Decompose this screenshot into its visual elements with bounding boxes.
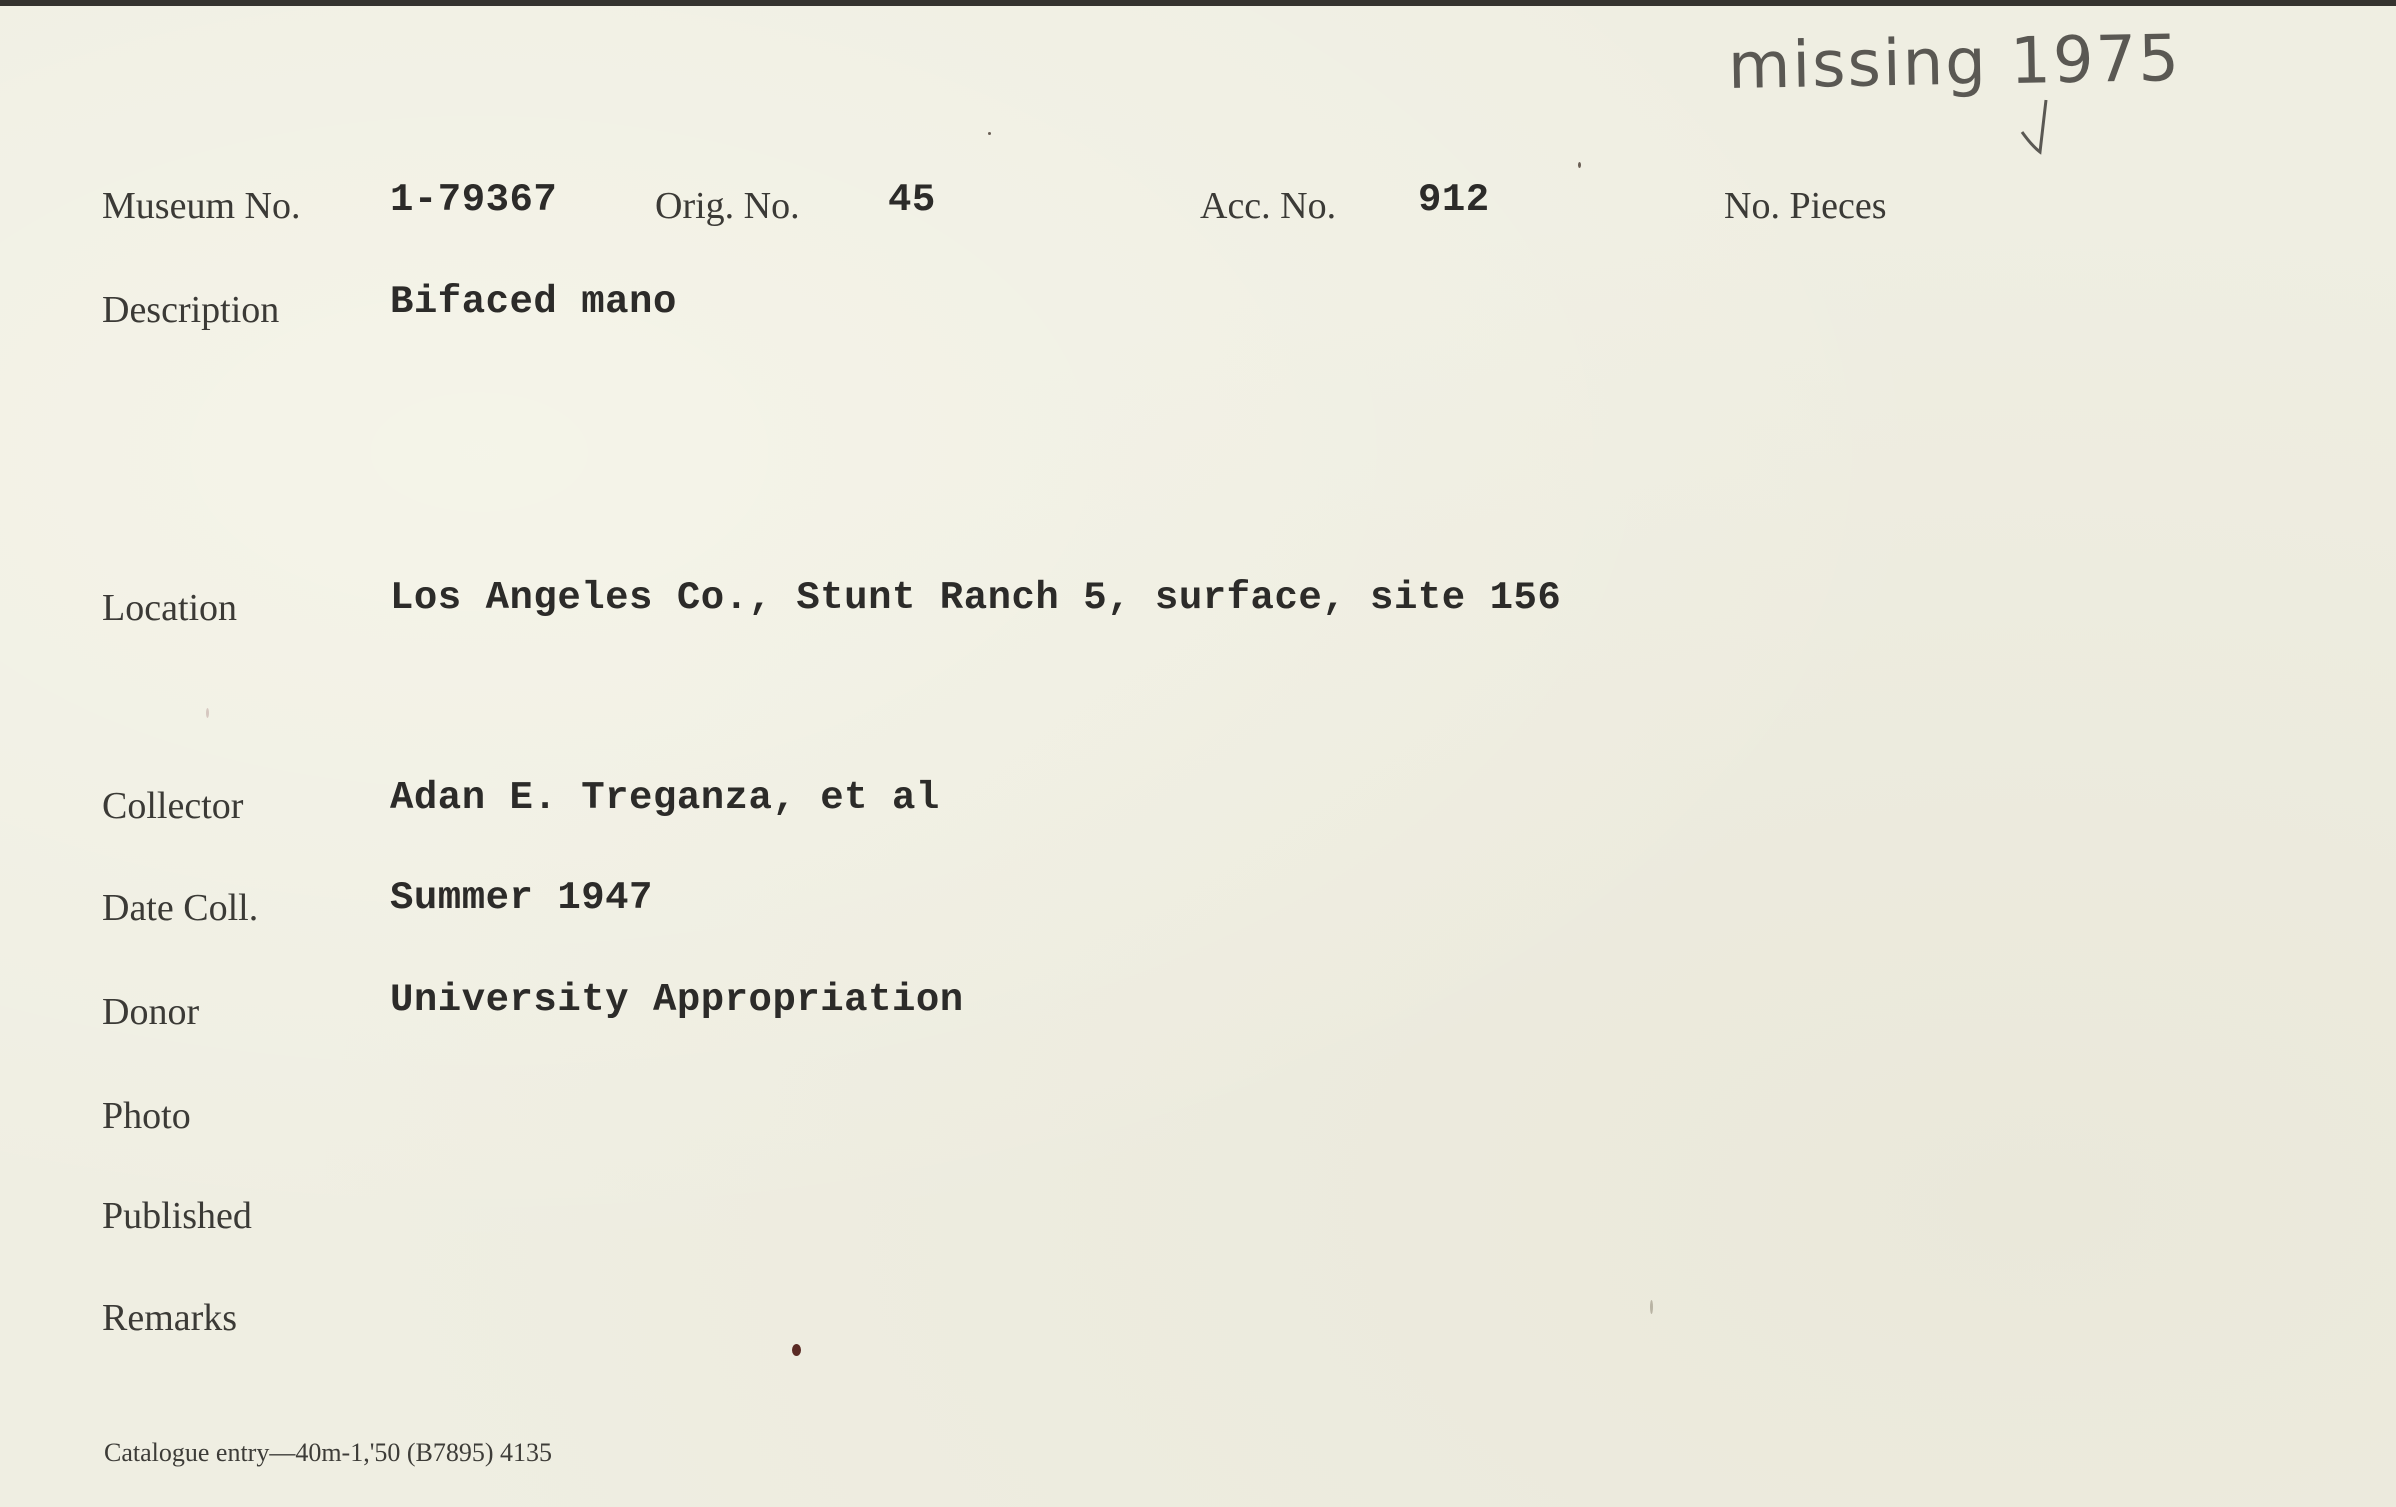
orig-no-value: 45	[888, 178, 936, 222]
remarks-label: Remarks	[102, 1297, 238, 1339]
museum-no-value: 1-79367	[390, 178, 558, 222]
date-coll-label: Date Coll.	[102, 887, 259, 929]
published-label: Published	[102, 1195, 252, 1237]
donor-value: University Appropriation	[390, 978, 964, 1022]
dust-speck	[1650, 1300, 1653, 1314]
location-value: Los Angeles Co., Stunt Ranch 5, surface, site 156	[390, 576, 1562, 620]
acc-no-label: Acc. No.	[1200, 185, 1337, 227]
no-pieces-label: No. Pieces	[1724, 185, 1887, 227]
date-coll-value: Summer 1947	[390, 876, 653, 920]
handwritten-check-mark	[2018, 96, 2058, 156]
acc-no-value: 912	[1418, 178, 1490, 222]
location-label: Location	[102, 587, 238, 629]
handwritten-note: missing 1975	[1727, 22, 2182, 104]
description-value: Bifaced mano	[390, 280, 677, 324]
collector-value: Adan E. Treganza, et al	[390, 776, 940, 820]
museum-no-label: Museum No.	[102, 185, 301, 227]
dust-speck	[988, 132, 991, 135]
orig-no-label: Orig. No.	[655, 185, 800, 227]
description-label: Description	[102, 289, 280, 331]
catalogue-footer: Catalogue entry—40m-1,'50 (B7895) 4135	[104, 1438, 553, 1467]
collector-label: Collector	[102, 785, 244, 827]
photo-label: Photo	[102, 1095, 191, 1137]
ink-speck	[792, 1344, 801, 1356]
donor-label: Donor	[102, 991, 200, 1033]
dust-speck	[206, 708, 209, 718]
dust-speck	[1578, 162, 1581, 168]
